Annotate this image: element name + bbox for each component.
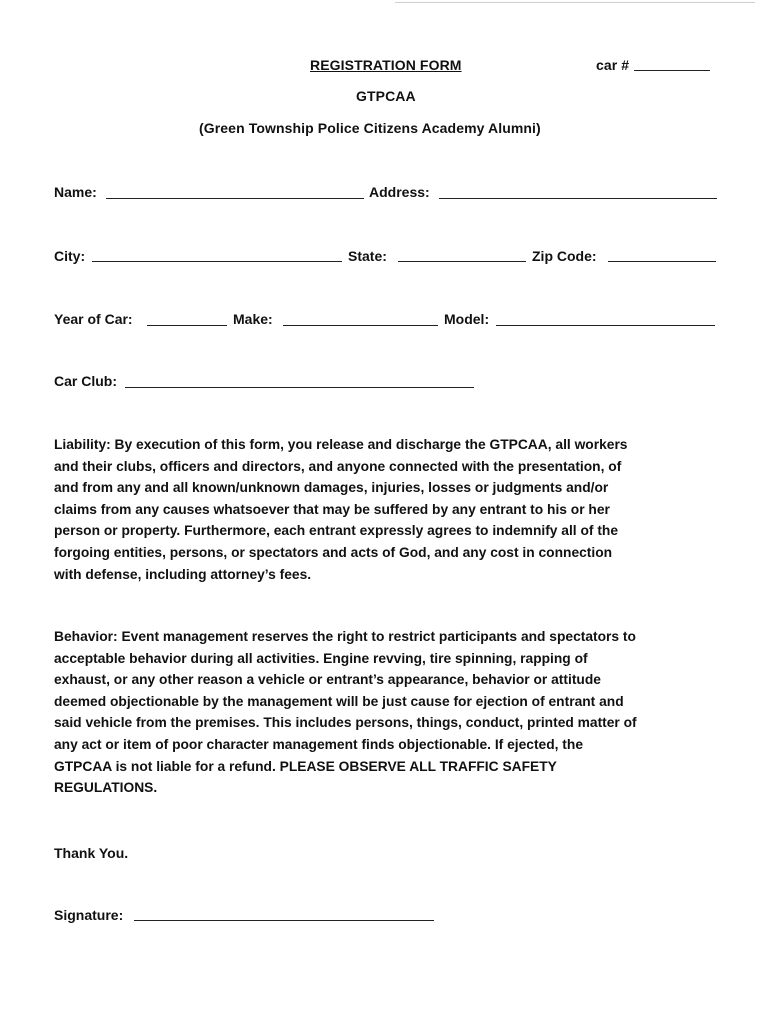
- car-number-label: car #: [596, 57, 630, 73]
- liability-line: with defense, including attorney’s fees.: [54, 566, 312, 582]
- liability-line: claims from any causes whatsoever that may be suffered by any entrant to his or her: [54, 501, 610, 517]
- behavior-line: said vehicle from the premises. This includes persons, things, conduct, printed matter of: [54, 715, 637, 731]
- state-field[interactable]: [398, 261, 526, 262]
- behavior-line: acceptable behavior during all activities. Engine revving, tire spinning, rapping of: [54, 650, 588, 666]
- model-label: Model:: [444, 311, 490, 327]
- behavior-line: any act or item of poor character management finds objectionable. If ejected, the: [54, 736, 584, 752]
- organization-full-name: (Green Township Police Citizens Academy Alumni): [199, 120, 541, 136]
- scan-edge-line: [395, 2, 755, 3]
- liability-line: forgoing entities, persons, or spectators and acts of God, and any cost in connection: [54, 544, 613, 560]
- behavior-line: deemed objectionable by the management will be just cause for ejection of entrant and: [54, 693, 624, 709]
- form-title: REGISTRATION FORM: [310, 57, 462, 73]
- year-of-car-field[interactable]: [147, 325, 227, 326]
- behavior-paragraph: [54, 626, 637, 799]
- name-field[interactable]: [106, 198, 364, 199]
- city-label: City:: [54, 248, 86, 264]
- organization-acronym: GTPCAA: [356, 88, 416, 104]
- model-field[interactable]: [496, 325, 715, 326]
- make-field[interactable]: [283, 325, 438, 326]
- behavior-line: REGULATIONS.: [54, 780, 158, 796]
- make-label: Make:: [233, 311, 273, 327]
- car-number-field[interactable]: [634, 70, 710, 71]
- zip-code-field[interactable]: [608, 261, 716, 262]
- thank-you-text: Thank You.: [54, 845, 129, 861]
- address-field[interactable]: [439, 198, 717, 199]
- liability-line: and their clubs, officers and directors, and anyone connected with the presentation, of: [54, 458, 622, 474]
- state-label: State:: [348, 248, 387, 264]
- signature-label: Signature:: [54, 907, 124, 923]
- city-field[interactable]: [92, 261, 342, 262]
- zip-code-label: Zip Code:: [532, 248, 597, 264]
- liability-line: person or property. Furthermore, each entrant expressly agrees to indemnify all of the: [54, 523, 619, 539]
- liability-line: Liability: By execution of this form, you release and discharge the GTPCAA, all workers: [54, 437, 628, 452]
- address-label: Address:: [369, 184, 430, 200]
- name-label: Name:: [54, 184, 97, 200]
- behavior-line: exhaust, or any other reason a vehicle or entrant’s appearance, behavior or attitude: [54, 672, 601, 688]
- car-club-field[interactable]: [125, 387, 474, 388]
- signature-field[interactable]: [134, 920, 434, 921]
- liability-line: and from any and all known/unknown damages, injuries, losses or judgments and/or: [54, 480, 609, 496]
- liability-paragraph: [54, 434, 627, 585]
- car-club-label: Car Club:: [54, 373, 117, 389]
- year-of-car-label: Year of Car:: [54, 311, 133, 327]
- behavior-line: GTPCAA is not liable for a refund. PLEASE OBSERVE ALL TRAFFIC SAFETY: [54, 758, 557, 774]
- behavior-line: Behavior: Event management reserves the right to restrict participants and spectators to: [54, 629, 636, 644]
